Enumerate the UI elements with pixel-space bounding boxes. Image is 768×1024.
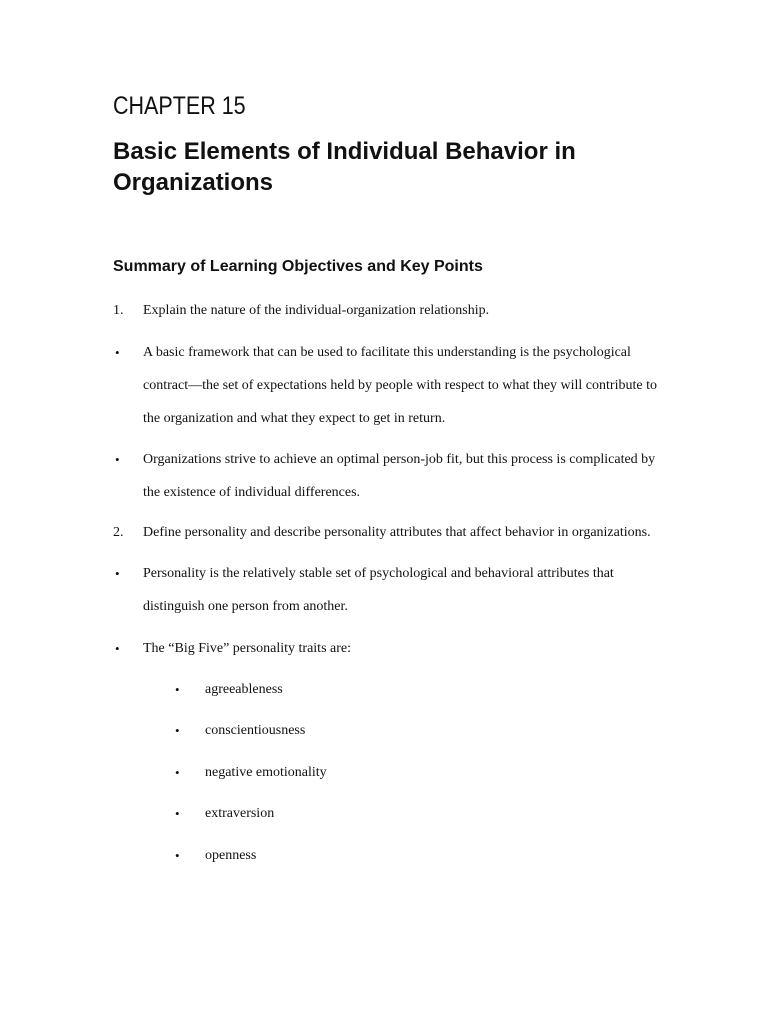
list-item-text: The “Big Five” personality traits are:	[143, 641, 351, 656]
bullet-marker: •	[175, 848, 180, 863]
trait-name: openness	[205, 848, 257, 863]
bullet-marker: •	[175, 723, 180, 738]
list-marker: 2.	[113, 525, 124, 540]
trait-name: agreeableness	[205, 682, 283, 697]
bullet-marker: •	[175, 806, 180, 821]
bullet-marker: •	[115, 345, 120, 360]
bullet-marker: •	[115, 641, 120, 656]
chapter-label: CHAPTER 15	[113, 92, 246, 120]
bullet-marker: •	[115, 566, 120, 581]
trait-name: negative emotionality	[205, 765, 327, 780]
list-marker: 1.	[113, 303, 124, 318]
bullet-marker: •	[175, 765, 180, 780]
list-item-text: Define personality and describe personality attributes that affect behavior in organizations.	[143, 525, 651, 540]
bullet-marker: •	[175, 682, 180, 697]
list-item-text: A basic framework that can be used to facilitate this understanding is the psychological contract—the set of expectations held by people with respect to what they will contribute to the organization and what they expect to get in return.	[143, 345, 657, 426]
list-item-text: Personality is the relatively stable set of psychological and behavioral attributes that distinguish one person from another.	[143, 566, 614, 614]
trait-name: conscientiousness	[205, 723, 306, 738]
chapter-title: Basic Elements of Individual Behavior in Organizations	[113, 138, 576, 196]
bullet-marker: •	[115, 452, 120, 467]
section-heading: Summary of Learning Objectives and Key Points	[113, 258, 483, 275]
trait-name: extraversion	[205, 806, 275, 821]
list-item-text: Organizations strive to achieve an optimal person-job fit, but this process is complicated by the existence of individual differences.	[143, 452, 656, 500]
list-item-text: Explain the nature of the individual-organization relationship.	[143, 303, 490, 318]
